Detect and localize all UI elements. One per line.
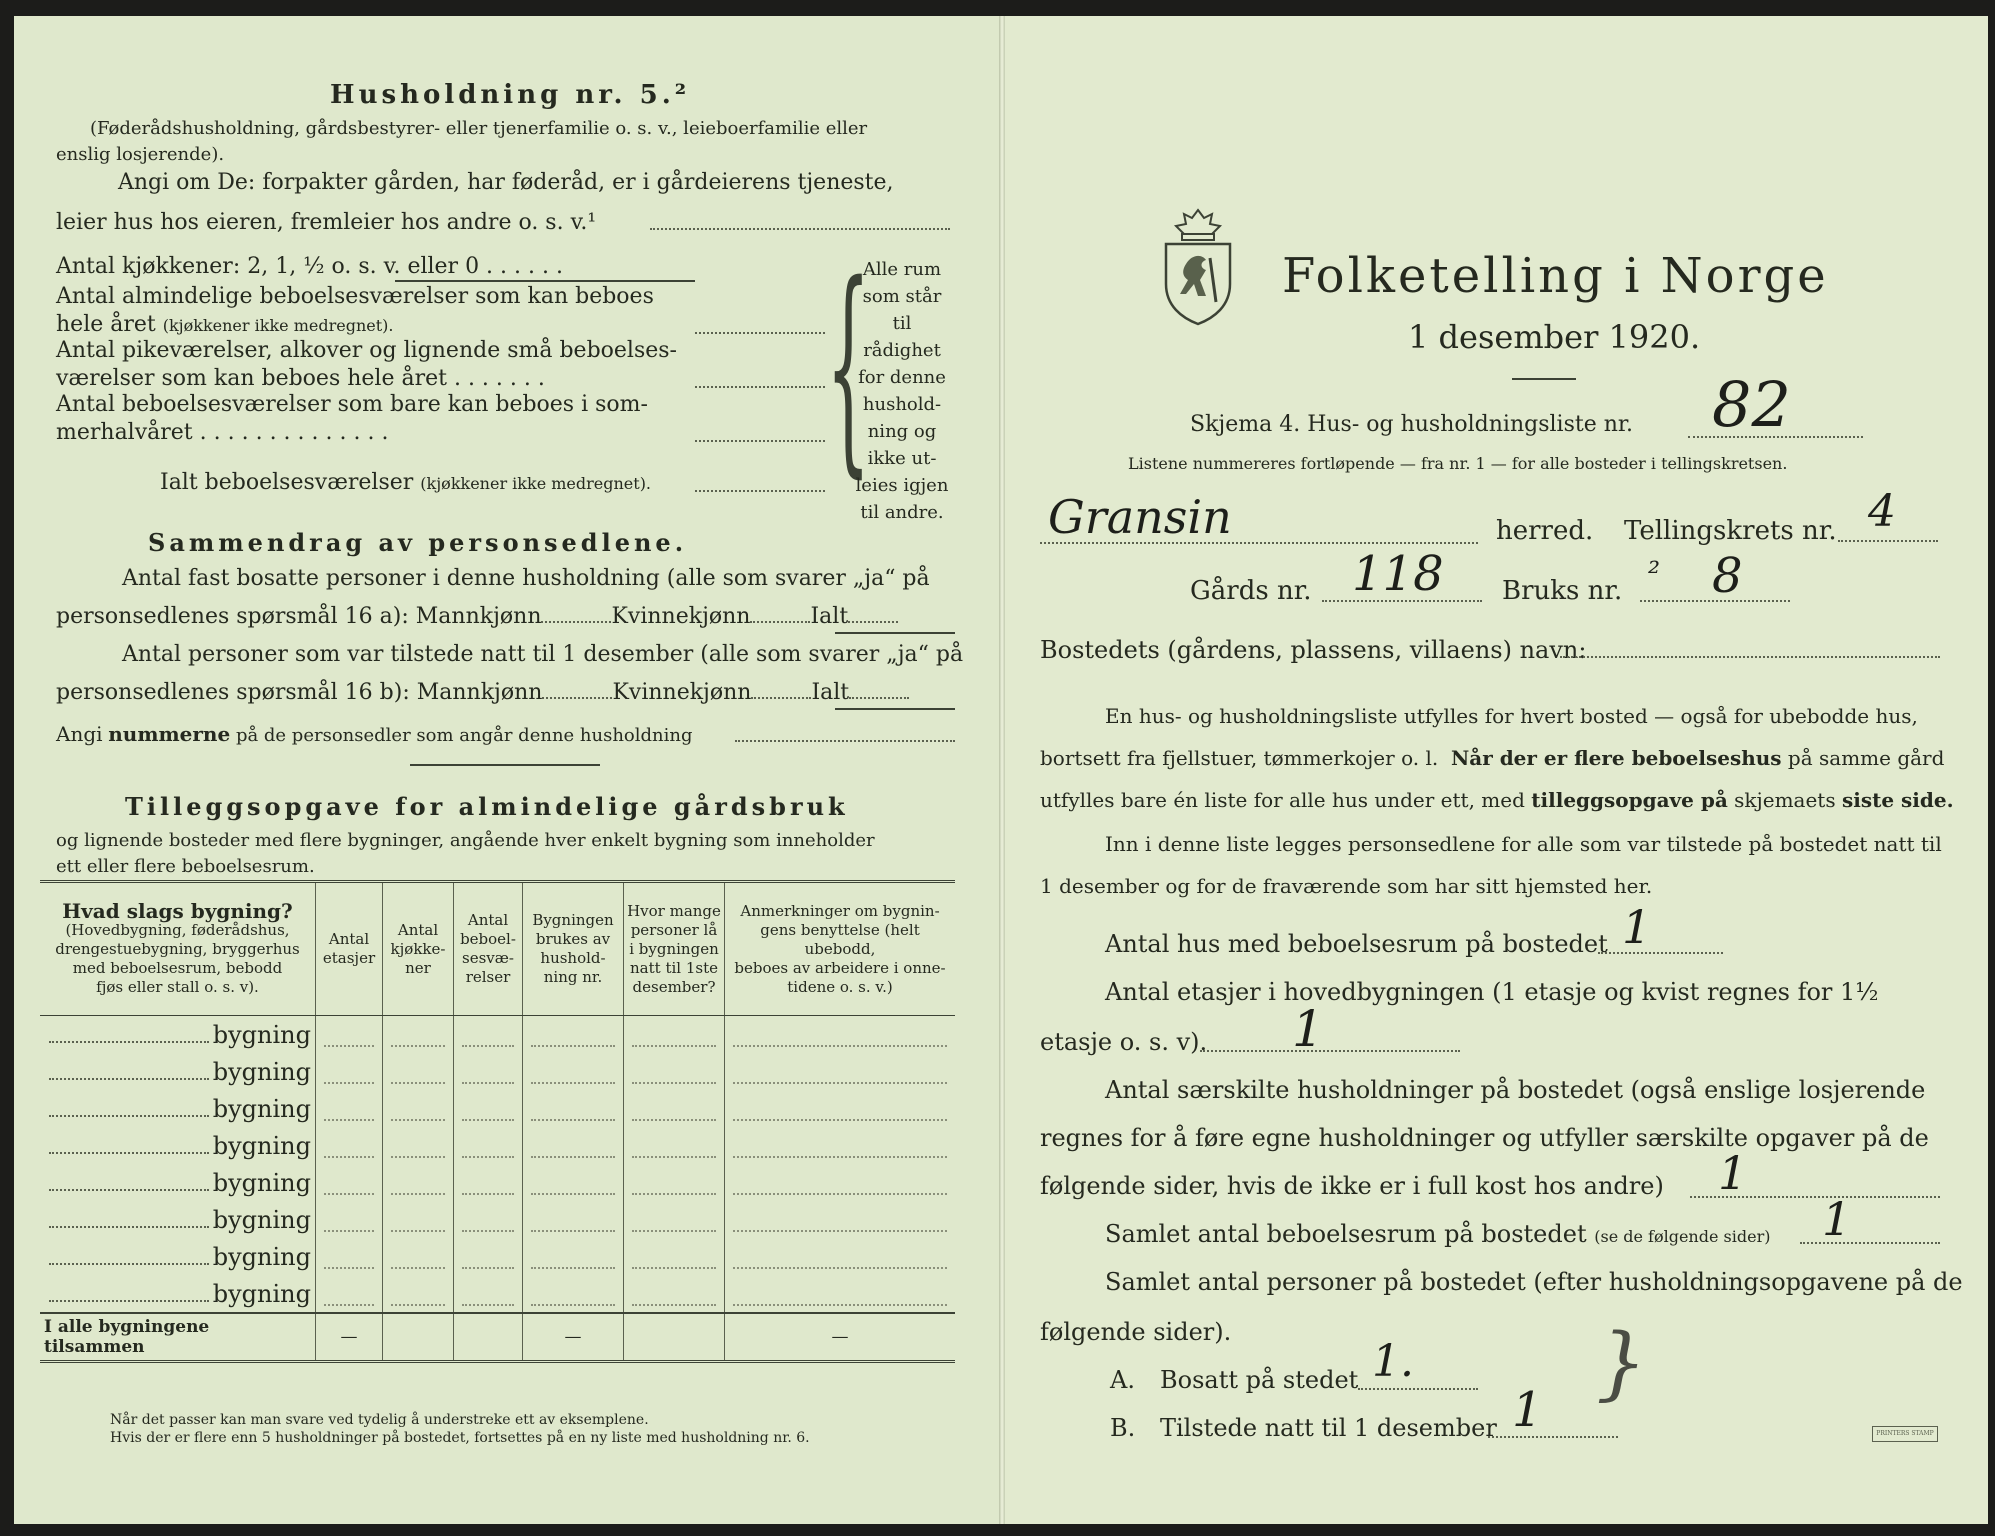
table-row bbox=[40, 1201, 955, 1238]
row-label: bygning bbox=[212, 1094, 311, 1123]
sammendrag-a-1: Antal fast bosatte personer i denne husholdning (alle som svarer „ja“ på bbox=[122, 566, 930, 591]
tillegg-sub-1: og lignende bosteder med flere bygninger, angående hver enkelt bygning som inneholder bbox=[56, 830, 875, 851]
q-etasjer-line bbox=[1200, 1050, 1460, 1052]
row-label: bygning bbox=[212, 1242, 311, 1271]
header-kitchens: Antal kjøkke- ner bbox=[383, 882, 454, 1016]
row-label: bygning bbox=[212, 1279, 311, 1308]
alm-answer-line bbox=[695, 332, 825, 334]
sommer-answer-line bbox=[695, 440, 825, 442]
rooms-brace: { bbox=[826, 235, 871, 499]
table-row bbox=[40, 1090, 955, 1127]
gards-line bbox=[1322, 600, 1482, 602]
header-household-nr: Bygningen brukes av hushold- ning nr. bbox=[523, 882, 624, 1016]
a-value: 1. bbox=[1372, 1336, 1414, 1387]
table-row bbox=[40, 1053, 955, 1090]
date-divider bbox=[1512, 378, 1576, 380]
rooms-alm-2: hele året (kjøkkener ikke medregnet). bbox=[56, 312, 394, 337]
q-pers-1: Samlet antal personer på bostedet (efter husholdningsopgavene på de bbox=[1105, 1268, 1963, 1296]
tillegg-title: Tilleggsopgave for almindelige gårdsbruk bbox=[125, 792, 849, 821]
table-row bbox=[40, 1127, 955, 1164]
pike-answer-line bbox=[695, 386, 825, 388]
printer-stamp: PRINTERS STAMP bbox=[1872, 1426, 1938, 1442]
total-remarks-dash: — bbox=[725, 1313, 956, 1362]
rooms-ialt: Ialt beboelsesværelser (kjøkkener ikke medregnet). bbox=[160, 470, 652, 495]
rooms-note: Alle rum som står til rådighet for denne hushold- ning og ikke ut- leies igjen til andre. bbox=[855, 259, 949, 523]
angi-line-2: leier hus hos eieren, fremleier hos andre o. s. v.¹ bbox=[56, 210, 597, 235]
buildings-header-row bbox=[40, 882, 955, 1016]
tillegg-sub-2: ett eller flere beboelsesrum. bbox=[56, 856, 315, 877]
b-line bbox=[1488, 1436, 1618, 1438]
row-label: bygning bbox=[212, 1205, 311, 1234]
row-label: bygning bbox=[212, 1057, 311, 1086]
b-label: B. bbox=[1110, 1414, 1136, 1442]
info-line-1: En hus- og husholdningsliste utfylles for hvert bosted — også for ubebodde hus, bbox=[1105, 704, 1918, 728]
buildings-table bbox=[40, 880, 955, 1363]
footnote-2: Hvis der er flere enn 5 husholdninger på bostedet, fortsettes på en ny liste med husholdning nr. 6. bbox=[110, 1430, 810, 1446]
bostedets-line bbox=[1560, 656, 1940, 658]
sum-b-underline bbox=[835, 708, 955, 710]
gards-value: 118 bbox=[1352, 546, 1444, 602]
herred-label: herred. bbox=[1496, 516, 1594, 546]
row-label: bygning bbox=[212, 1131, 311, 1160]
info-line-3: utfylles bare én liste for alle hus under ett, med tilleggsopgave på skjemaets siste side. bbox=[1040, 788, 1954, 812]
q-sars-value: 1 bbox=[1718, 1146, 1748, 1200]
q-sars-line bbox=[1690, 1196, 1940, 1198]
sammendrag-a-2: personsedlenes spørsmål 16 a): Mannkjønn Kvinnekjønn Ialt bbox=[56, 604, 898, 629]
angi-answer-line bbox=[650, 228, 950, 230]
footnote-1: Når det passer kan man svare ved tydelig å understreke ett av eksemplene. bbox=[110, 1412, 649, 1428]
q-hus: Antal hus med beboelsesrum på bostedet bbox=[1105, 930, 1608, 958]
kitchens-underline bbox=[395, 280, 695, 282]
intro-line-1: (Føderådshusholdning, gårdsbestyrer- eller tjenerfamilie o. s. v., leieboerfamilie eller bbox=[90, 118, 868, 139]
herred-line bbox=[1040, 542, 1478, 544]
a-line bbox=[1358, 1388, 1478, 1390]
total-floors-dash: — bbox=[316, 1313, 383, 1362]
row-label: bygning bbox=[212, 1168, 311, 1197]
skjema-line: Skjema 4. Hus- og husholdningsliste nr. bbox=[1190, 412, 1633, 437]
info-line-4: Inn i denne liste legges personsedlene for alle som var tilstede på bostedet natt til bbox=[1105, 832, 1942, 856]
household-title: Husholdning nr. 5.² bbox=[330, 80, 691, 110]
page-fold bbox=[999, 16, 1005, 1524]
header-rooms: Antal beboel- sesvæ- relser bbox=[454, 882, 523, 1016]
b-value: 1 bbox=[1512, 1382, 1543, 1438]
info-line-2: bortsett fra fjellstuer, tømmerkojer o. l. Når der er flere beboelseshus på samme gård bbox=[1040, 746, 1945, 770]
total-household-dash: — bbox=[523, 1313, 624, 1362]
q-pers-2: følgende sider). bbox=[1040, 1318, 1232, 1346]
header-floors: Antal etasjer bbox=[316, 882, 383, 1016]
bruks-value: 8 bbox=[1712, 548, 1743, 604]
tellingskrets-label: Tellingskrets nr. bbox=[1624, 516, 1837, 546]
angi-line-1: Angi om De: forpakter gården, har føderåd, er i gårdeierens tjeneste, bbox=[118, 170, 894, 195]
list-number: 82 bbox=[1712, 368, 1791, 441]
tellingskrets-line bbox=[1838, 540, 1938, 542]
q-hus-line bbox=[1598, 952, 1723, 954]
herred-value: Gransin bbox=[1048, 490, 1232, 544]
sammendrag-b-1: Antal personer som var tilstede natt til 1 desember (alle som svarer „ja“ på bbox=[122, 642, 964, 667]
header-remarks: Anmerkninger om bygnin- gens benyttelse (helt ubebodd, beboes av arbeidere i onne- tidene o. s. v.) bbox=[725, 882, 956, 1016]
rooms-kitchens: Antal kjøkkener: 2, 1, ½ o. s. v. eller 0 . . . . . . bbox=[56, 254, 563, 279]
listene-note: Listene nummereres fortløpende — fra nr. 1 — for alle bosteder i tellingskretsen. bbox=[1128, 454, 1788, 473]
census-date: 1 desember 1920. bbox=[1408, 318, 1701, 356]
header-persons: Hvor mange personer lå i bygningen natt til 1ste desember? bbox=[624, 882, 725, 1016]
q-etasjer-2: etasje o. s. v). bbox=[1040, 1028, 1208, 1056]
rooms-alm-1: Antal almindelige beboelsesværelser som kan beboes bbox=[56, 284, 654, 309]
sammendrag-title: Sammendrag av personsedlene. bbox=[148, 528, 688, 557]
gards-label: Gårds nr. bbox=[1190, 576, 1312, 606]
sammendrag-b-2: personsedlenes spørsmål 16 b): Mannkjønn Kvinnekjønn Ialt bbox=[56, 680, 909, 705]
table-row bbox=[40, 1238, 955, 1275]
right-page bbox=[1003, 16, 1988, 1524]
angi-numbers-line bbox=[735, 740, 955, 742]
q-sars-3: følgende sider, hvis de ikke er i full kost hos andre) bbox=[1040, 1172, 1664, 1200]
b-text: Tilstede natt til 1 desember bbox=[1160, 1414, 1497, 1442]
table-row bbox=[40, 1016, 955, 1054]
norway-coat-of-arms-icon bbox=[1158, 206, 1238, 328]
bruks-line bbox=[1640, 600, 1790, 602]
rooms-sommer-1: Antal beboelsesværelser som bare kan beboes i som- bbox=[56, 392, 648, 417]
q-sars-2: regnes for å føre egne husholdninger og utfyller særskilte opgaver på de bbox=[1040, 1124, 1929, 1152]
bruks-label: Bruks nr. bbox=[1502, 576, 1623, 606]
ab-brace: } bbox=[1596, 1316, 1647, 1409]
rooms-pike-2: værelser som kan beboes hele året . . . . . . . bbox=[56, 366, 545, 391]
census-title: Folketelling i Norge bbox=[1282, 248, 1829, 304]
rooms-pike-1: Antal pikeværelser, alkover og lignende små beboelses- bbox=[56, 338, 677, 363]
bruks-mark: ² bbox=[1648, 556, 1661, 591]
sum-a-underline bbox=[835, 632, 955, 634]
a-text: Bosatt på stedet bbox=[1160, 1366, 1359, 1394]
table-row bbox=[40, 1275, 955, 1313]
total-row bbox=[40, 1313, 955, 1362]
tellingskrets-value: 4 bbox=[1868, 486, 1896, 537]
q-rum: Samlet antal beboelsesrum på bostedet (se de følgende sider) bbox=[1105, 1220, 1771, 1248]
info-line-5: 1 desember og for de fraværende som har sitt hjemsted her. bbox=[1040, 874, 1653, 898]
a-label: A. bbox=[1110, 1366, 1135, 1394]
list-number-line bbox=[1688, 436, 1863, 438]
bostedets-label: Bostedets (gårdens, plassens, villaens) navn: bbox=[1040, 636, 1587, 664]
q-etasjer-1: Antal etasjer i hovedbygningen (1 etasje og kvist regnes for 1½ bbox=[1105, 978, 1879, 1006]
table-row bbox=[40, 1164, 955, 1201]
q-sars-1: Antal særskilte husholdninger på bostedet (også enslige losjerende bbox=[1105, 1076, 1926, 1104]
sammendrag-angi: Angi nummerne på de personsedler som angår denne husholdning bbox=[56, 722, 693, 746]
q-etasjer-value: 1 bbox=[1292, 1000, 1324, 1058]
rooms-sommer-2: merhalvåret . . . . . . . . . . . . . . bbox=[56, 420, 389, 445]
q-rum-line bbox=[1800, 1242, 1940, 1244]
row-label: bygning bbox=[212, 1020, 311, 1049]
q-hus-value: 1 bbox=[1622, 900, 1652, 954]
q-rum-value: 1 bbox=[1822, 1192, 1852, 1246]
total-label: I alle bygningene tilsammen bbox=[40, 1313, 316, 1362]
intro-line-2: enslig losjerende). bbox=[56, 144, 225, 165]
ialt-answer-line bbox=[695, 490, 825, 492]
header-building-type: Hvad slags bygning? (Hovedbygning, føderådshus, drengestuebygning, bryggerhus med beboelsesrum, bebodd fjøs eller stall o. s. v). bbox=[40, 882, 316, 1016]
section-divider bbox=[410, 764, 600, 766]
